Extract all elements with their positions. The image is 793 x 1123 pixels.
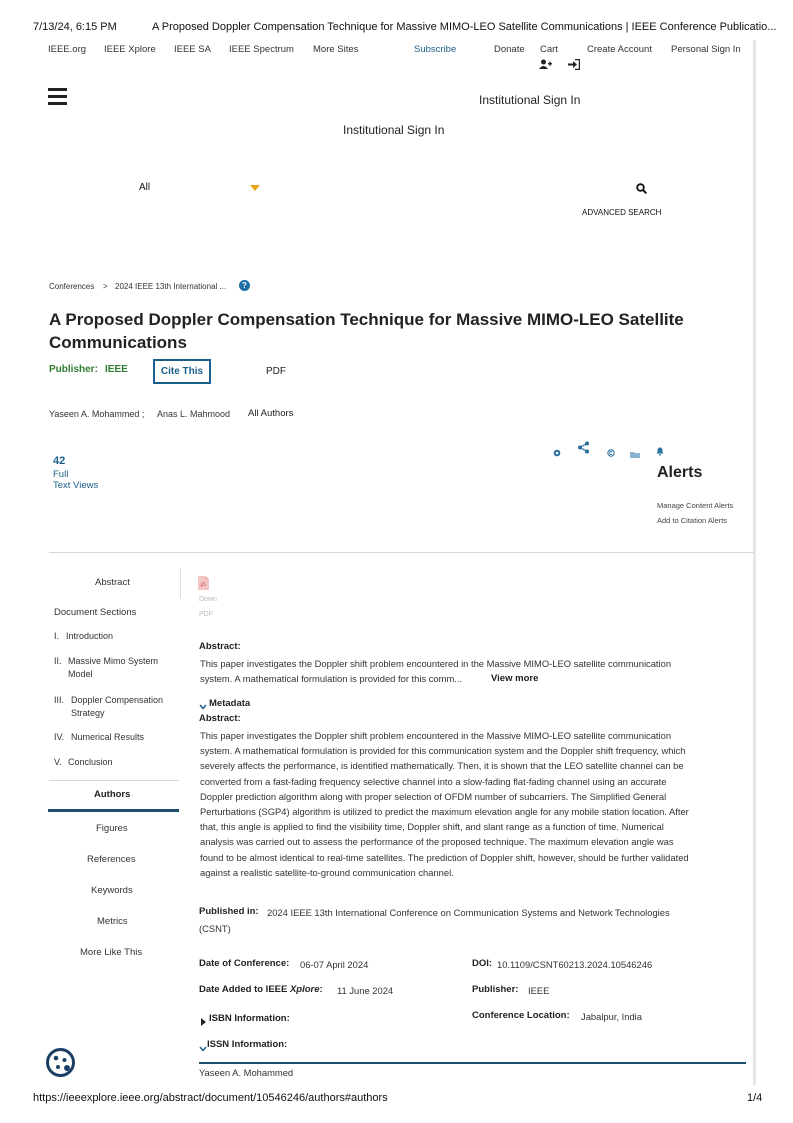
sidebar-keywords[interactable]: Keywords bbox=[91, 885, 133, 896]
section-divider bbox=[49, 552, 754, 553]
section-conclusion[interactable]: Conclusion bbox=[68, 757, 113, 767]
sign-in-icon[interactable] bbox=[568, 57, 580, 75]
abstract-line: converted from a fast-fading frequency selective channel into a slow-fading flat-fading channel using an accurate bbox=[200, 775, 667, 787]
date-added-label-b: Xplore bbox=[289, 984, 320, 995]
section-num-3: III. bbox=[54, 695, 65, 705]
institutional-sign-in-heading[interactable]: Institutional Sign In bbox=[343, 123, 445, 137]
date-conference-value: 06-07 April 2024 bbox=[300, 959, 369, 970]
section-massive-mimo[interactable]: Massive Mimo System bbox=[68, 656, 159, 666]
authors-divider bbox=[199, 1062, 746, 1064]
search-icon[interactable] bbox=[636, 181, 647, 199]
date-conference-label: Date of Conference: bbox=[199, 958, 290, 969]
print-page-number: 1/4 bbox=[747, 1092, 763, 1104]
abstract-heading: Abstract: bbox=[199, 641, 241, 652]
pdf-file-icon[interactable] bbox=[198, 576, 209, 595]
chevron-down-icon[interactable] bbox=[199, 1039, 207, 1057]
sidebar-figures[interactable]: Figures bbox=[96, 823, 128, 834]
folder-icon[interactable] bbox=[630, 445, 640, 463]
publisher-detail-label: Publisher: bbox=[472, 984, 519, 995]
view-more-link[interactable]: View more bbox=[491, 673, 539, 684]
abstract-line: severely affects the performance, is identified mathematically. Then, it is shown that the LEO satellite channel can be bbox=[200, 760, 684, 772]
abstract-line: that, this angle is applied to find the visibility time, Doppler shift, and slant range as a function of time. Numerical bbox=[200, 821, 664, 833]
chevron-down-icon[interactable] bbox=[250, 185, 260, 191]
section-numerical-results[interactable]: Numerical Results bbox=[71, 732, 145, 742]
create-account-link[interactable]: Create Account bbox=[587, 44, 652, 55]
abstract-line: This paper investigates the Doppler shift problem encountered in the Massive MIMO-LEO satellite communication bbox=[200, 730, 672, 741]
author-2[interactable]: Anas L. Mahmood bbox=[157, 409, 231, 419]
print-datetime: 7/13/24, 6:15 PM bbox=[33, 21, 117, 33]
full-abstract-heading: Abstract: bbox=[199, 713, 241, 724]
abstract-line: Doppler prediction algorithm along with proper selection of OFDM number of subcarriers. The Simplified General bbox=[200, 790, 667, 802]
abstract-preview-line1: This paper investigates the Doppler shift problem encountered in the Massive MIMO-LEO satellite communication bbox=[200, 658, 672, 669]
print-url: https://ieeexplore.ieee.org/abstract/document/10546246/authors#authors bbox=[33, 1092, 388, 1104]
personal-sign-in-link[interactable]: Personal Sign In bbox=[671, 44, 741, 55]
section-doppler-compensation-line2[interactable]: Strategy bbox=[71, 708, 105, 718]
sidebar-abstract[interactable]: Abstract bbox=[95, 577, 130, 588]
document-sections-heading: Document Sections bbox=[54, 607, 137, 618]
add-user-icon[interactable] bbox=[539, 57, 552, 75]
section-num-1: I. bbox=[54, 631, 60, 641]
sidebar-references[interactable]: References bbox=[87, 854, 136, 865]
abstract-line: system. A mathematical formulation is provided for this communication system and the Doppler shift frequency, which bbox=[200, 745, 686, 757]
nav-ieee-org[interactable]: IEEE.org bbox=[48, 44, 87, 55]
published-in-label: Published in: bbox=[199, 906, 259, 917]
copyright-icon[interactable] bbox=[553, 444, 561, 462]
issn-toggle[interactable]: ISSN Information: bbox=[207, 1039, 288, 1050]
rights-icon[interactable] bbox=[607, 444, 615, 462]
date-added-label-c: : bbox=[319, 984, 323, 995]
advanced-search-link[interactable]: ADVANCED SEARCH bbox=[582, 208, 662, 217]
author-1[interactable]: Yaseen A. Mohammed ; bbox=[49, 409, 145, 419]
alerts-heading: Alerts bbox=[657, 464, 703, 481]
nav-ieee-sa[interactable]: IEEE SA bbox=[174, 44, 211, 55]
published-in-value[interactable]: 2024 IEEE 13th International Conference on Communication Systems and Network Technologies bbox=[267, 907, 670, 918]
abstract-line: Perturbations (SGP4) algorithm is utilized to predict the maximum elevation angle for any mobile station location. After bbox=[200, 806, 689, 818]
doi-value[interactable]: 10.1109/CSNT60213.2024.10546246 bbox=[497, 959, 653, 970]
publisher-value: IEEE bbox=[105, 364, 128, 375]
breadcrumb-conference[interactable]: 2024 IEEE 13th International ... bbox=[115, 282, 227, 291]
section-num-4: IV. bbox=[54, 732, 65, 742]
breadcrumb-separator: > bbox=[103, 282, 108, 291]
sidebar-active-indicator bbox=[48, 809, 179, 812]
doi-label: DOI: bbox=[472, 958, 493, 969]
cookie-settings-icon[interactable] bbox=[45, 1047, 76, 1083]
menu-icon[interactable] bbox=[48, 88, 67, 109]
donate-link[interactable]: Donate bbox=[494, 44, 525, 55]
date-added-value: 11 June 2024 bbox=[337, 985, 394, 996]
publisher-label: Publisher: bbox=[49, 364, 98, 375]
publisher-detail-value: IEEE bbox=[528, 985, 550, 996]
author-name[interactable]: Yaseen A. Mohammed bbox=[199, 1067, 294, 1078]
views-label-2: Text Views bbox=[53, 480, 99, 491]
section-num-5: V. bbox=[54, 757, 62, 767]
cite-this-button[interactable]: Cite This bbox=[153, 359, 211, 384]
sidebar-divider-top bbox=[49, 780, 179, 781]
abstract-line: found to be almost identical to real-time satellites. The prediction of Doppler shift, however, should be further validated bbox=[200, 851, 689, 863]
isbn-toggle[interactable]: ISBN Information: bbox=[209, 1013, 290, 1024]
published-in-value-2[interactable]: (CSNT) bbox=[199, 923, 231, 934]
cart-link[interactable]: Cart bbox=[540, 44, 558, 55]
page-right-border bbox=[753, 40, 756, 1085]
page-title-line1: A Proposed Doppler Compensation Technique for Massive MIMO-LEO Satellite bbox=[49, 310, 684, 329]
subscribe-link[interactable]: Subscribe bbox=[414, 44, 457, 55]
chevron-right-icon[interactable] bbox=[201, 1013, 206, 1031]
share-icon[interactable] bbox=[577, 441, 590, 459]
abstract-line: analysis was carried out to assess the performance of the proposed technique. The maximum elevation angle was bbox=[200, 836, 674, 848]
nav-more-sites[interactable]: More Sites bbox=[313, 44, 359, 55]
full-abstract-text bbox=[200, 728, 689, 880]
download-label-1[interactable]: Down bbox=[199, 596, 217, 603]
sidebar-divider bbox=[180, 568, 181, 598]
breadcrumb-conferences[interactable]: Conferences bbox=[49, 282, 95, 291]
sidebar-authors[interactable]: Authors bbox=[94, 789, 131, 800]
section-massive-mimo-line2[interactable]: Model bbox=[68, 669, 93, 679]
date-added-label bbox=[199, 984, 323, 995]
conf-location-label: Conference Location: bbox=[472, 1010, 570, 1021]
help-icon[interactable]: ? bbox=[239, 280, 250, 291]
metadata-toggle[interactable]: Metadata bbox=[209, 698, 251, 709]
sidebar-metrics[interactable]: Metrics bbox=[97, 916, 128, 927]
date-added-label-a: Date Added to IEEE bbox=[199, 984, 288, 995]
views-label-1: Full bbox=[53, 469, 69, 480]
nav-ieee-spectrum[interactable]: IEEE Spectrum bbox=[229, 44, 294, 55]
conf-location-value: Jabalpur, India bbox=[581, 1011, 642, 1022]
section-doppler-compensation[interactable]: Doppler Compensation bbox=[71, 695, 164, 705]
print-doc-title: A Proposed Doppler Compensation Technique for Massive MIMO-LEO Satellite Communications | IEEE Conference Publicatio... bbox=[152, 21, 777, 33]
bell-icon[interactable] bbox=[656, 443, 664, 461]
section-introduction[interactable]: Introduction bbox=[66, 631, 114, 641]
nav-ieee-xplore[interactable]: IEEE Xplore bbox=[104, 44, 156, 55]
pdf-link[interactable]: PDF bbox=[266, 366, 286, 377]
sidebar-more-like-this[interactable]: More Like This bbox=[80, 947, 143, 958]
views-count: 42 bbox=[53, 455, 66, 467]
abstract-preview-line2: system. A mathematical formulation is provided for this comm... bbox=[200, 673, 463, 684]
manage-alerts-link[interactable]: Manage Content Alerts bbox=[657, 501, 734, 510]
institutional-sign-in-link[interactable]: Institutional Sign In bbox=[479, 93, 581, 107]
citation-alerts-link[interactable]: Add to Citation Alerts bbox=[657, 516, 728, 525]
section-num-2: II. bbox=[54, 656, 62, 666]
search-scope-select[interactable]: All bbox=[139, 182, 151, 193]
page-title-line2: Communications bbox=[49, 333, 187, 352]
download-label-2[interactable]: PDF bbox=[199, 611, 213, 618]
abstract-line: against a realistic satellite-to-ground communication channel. bbox=[200, 866, 454, 878]
all-authors-link[interactable]: All Authors bbox=[248, 408, 294, 419]
